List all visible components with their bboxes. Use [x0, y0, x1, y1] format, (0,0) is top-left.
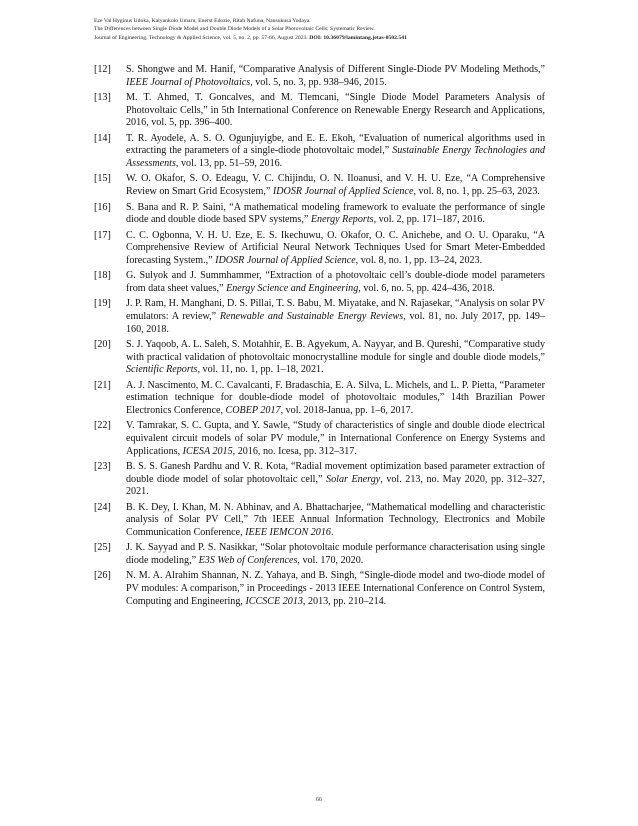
reference-number: [21]: [94, 379, 111, 391]
reference-text-segment: , 2016, no. Icesa, pp. 312–317.: [232, 445, 357, 457]
reference-text-segment: T. R. Ayodele, A. S. O. Ogunjuyigbe, and E. E. Ekoh, “Evaluation of numerical algorithms used in extracting the parameters of a single-diode photovoltaic model,”: [126, 132, 545, 157]
reference-text-segment: A. J. Nascimento, M. C. Cavalcanti, F. Bradaschia, E. A. Silva, L. Michels, and L. P. Pietta, “Parameter estimation technique for double-diode model of photovoltaic modules,” 14th Brazilian Power Electronics Conference,: [126, 379, 545, 416]
reference-number: [12]: [94, 64, 111, 75]
reference-item: [94, 133, 545, 171]
reference-number: [22]: [94, 420, 111, 432]
reference-venue: Energy Reports: [310, 214, 374, 226]
reference-text-segment: B. K. Dey, I. Khan, M. N. Abhinav, and A. Bhattacharjee, “Mathematical modelling and characteristic analysis of Solar PV Cell,” 7th IEEE Annual Information Technology, Electronics and Mobile Communication Conference,: [126, 501, 545, 538]
reference-text-segment: W. O. Okafor, S. O. Edeagu, V. C. Chijindu, O. N. Iloanusi, and V. H. U. Eze, “A Comprehensive Review on Smart Grid Ecosystem,”: [126, 173, 545, 198]
reference-text: [126, 173, 545, 198]
reference-text: [126, 202, 545, 227]
reference-item: [94, 380, 545, 418]
reference-venue: IEEE IEMCON 2016: [245, 526, 331, 538]
reference-number: [14]: [94, 132, 111, 144]
running-header: [94, 17, 554, 42]
reference-number: [26]: [94, 570, 111, 582]
reference-number: [19]: [94, 298, 111, 310]
reference-number: [24]: [94, 501, 111, 513]
reference-text: [126, 542, 545, 567]
reference-text: [126, 570, 545, 608]
reference-text-segment: C. C. Ogbonna, V. H. U. Eze, E. S. Ikechuwu, O. Okafor, O. C. Anichebe, and O. U. Oparaku, “A Comprehensive Review of Artificial Neural Network Techniques Used for Smart Meter-Embedded forecasting System.,”: [126, 229, 545, 266]
reference-text-segment: , vol. 13, pp. 51–59, 2016.: [175, 157, 283, 169]
reference-text-segment: , vol. 8, no. 1, pp. 13–24, 2023.: [355, 254, 483, 266]
reference-text-segment: G. Sulyok and J. Summhammer, “Extraction of a photovoltaic cell’s double-diode model parameters from data sheet values,”: [126, 270, 545, 294]
header-doi: DOI: 10.36079/lamintang.jetas-0502.541: [309, 34, 407, 41]
reference-text: [126, 461, 545, 499]
reference-item: [94, 270, 545, 295]
reference-text: [126, 64, 545, 89]
reference-item: [94, 173, 545, 198]
reference-text-segment: M. T. Ahmed, T. Goncalves, and M. Tlemcani, “Single Diode Model Parameters Analysis of Photovoltaic Cells,” in 5th International Conference on Renewable Energy Research and Applications, 2016, vol. 5, pp. 396–400.: [126, 92, 545, 129]
reference-venue: Sustainable Energy Technologies and Assessments: [126, 145, 546, 169]
reference-item: [94, 64, 545, 89]
reference-venue: IDOSR Journal of Applied Science: [215, 254, 356, 266]
header-authors: Eze Val Hyginus Udoka, Kalyankolo Umaru, Enerst Edozie, Ritah Nafuna, Nansukusa Yudaya.: [94, 18, 311, 24]
reference-venue: Energy Science and Engineering: [226, 282, 359, 294]
reference-item: [94, 461, 545, 499]
reference-text-segment: , vol. 6, no. 5, pp. 424–436, 2018.: [358, 282, 495, 294]
reference-text: [126, 502, 545, 540]
reference-text-segment: B. S. S. Ganesh Pardhu and V. R. Kota, “Radial movement optimization based parameter extraction of double diode model of solar photovoltaic cell,”: [126, 461, 545, 485]
reference-item: [94, 570, 545, 608]
reference-item: [94, 202, 545, 227]
reference-number: [13]: [94, 92, 111, 104]
reference-item: [94, 339, 545, 377]
reference-venue: IEEE Journal of Photovoltaics: [126, 76, 251, 88]
reference-text-segment: S. J. Yaqoob, A. L. Saleh, S. Motahhir, E. B. Agyekum, A. Nayyar, and B. Qureshi, “Comparative study with practical validation of photovoltaic monocrystalline module for single and double diode models,”: [126, 339, 545, 363]
reference-text-segment: V. Tamrakar, S. C. Gupta, and Y. Sawle, “Study of characteristics of single and double diode electrical equivalent circuit models of solar PV module,” in International Conference on Energy Systems and Applications,: [126, 420, 545, 457]
reference-item: [94, 230, 545, 268]
reference-number: [20]: [94, 339, 111, 350]
reference-text-segment: S. Bana and R. P. Saini, “A mathematical modeling framework to evaluate the performance of single diode and double diode based SPV systems,”: [126, 201, 545, 226]
reference-text-segment: , vol. 2, pp. 171–187, 2016.: [373, 214, 485, 226]
reference-text-segment: N. M. A. Alrahim Shannan, N. Z. Yahaya, and B. Singh, “Single-diode model and two-diode model of PV modules: A comparison,” in Proceedings - 2013 IEEE International Conference on Control System, Computing and Engineering,: [126, 570, 545, 607]
reference-venue: Scientific Reports: [126, 364, 198, 376]
reference-text: [126, 298, 545, 336]
reference-text-segment: S. Shongwe and M. Hanif, “Comparative Analysis of Different Single-Diode PV Modeling Methods,”: [126, 64, 545, 75]
reference-text: [126, 230, 545, 268]
reference-number: [23]: [94, 461, 111, 473]
reference-item: [94, 298, 545, 336]
reference-item: [94, 542, 545, 567]
reference-text: [126, 339, 545, 377]
reference-list: [94, 64, 545, 611]
reference-number: [16]: [94, 201, 111, 213]
reference-text-segment: , vol. 11, no. 1, pp. 1–18, 2021.: [197, 364, 324, 376]
reference-item: [94, 420, 545, 458]
reference-text-segment: , vol. 170, 2020.: [297, 554, 364, 566]
header-title: The Differences between Single Diode Model and Double Diode Models of a Solar Photovoltaic Cells: Systematic Review.: [94, 26, 375, 33]
reference-text-segment: J. P. Ram, H. Manghani, D. S. Pillai, T. S. Babu, M. Miyatake, and N. Rajasekar, “Analysis on solar PV emulators: A review,”: [126, 298, 545, 322]
reference-venue: ICCSCE 2013: [245, 595, 303, 607]
reference-text: [126, 133, 545, 171]
reference-number: [17]: [94, 229, 111, 241]
reference-venue: Solar Energy: [326, 473, 381, 485]
reference-venue: Renewable and Sustainable Energy Reviews: [219, 310, 404, 322]
reference-text-segment: , vol. 8, no. 1, pp. 25–63, 2023.: [413, 186, 540, 198]
reference-item: [94, 502, 545, 540]
reference-venue: IDOSR Journal of Applied Science: [272, 186, 414, 198]
header-journal-citation: Journal of Engineering, Technology & Applied Science, vol. 5, no. 2, pp. 57-66, August 2023.: [94, 34, 308, 41]
reference-text: [126, 270, 545, 295]
page-number: 66: [316, 797, 322, 803]
reference-text-segment: , vol. 5, no. 3, pp. 938–946, 2015.: [250, 76, 387, 88]
reference-text-segment: , 2013, pp. 210–214.: [302, 595, 387, 607]
reference-text-segment: , vol. 213, no. May 2020, pp. 312–327, 2021.: [126, 473, 546, 498]
reference-text-segment: , vol. 2018-Janua, pp. 1–6, 2017.: [280, 404, 414, 416]
reference-text-segment: , vol. 81, no. July 2017, pp. 149–160, 2018.: [126, 310, 545, 335]
reference-text: [126, 92, 545, 130]
header-journal: [94, 34, 554, 42]
reference-text: [126, 380, 545, 418]
reference-text-segment: J. K. Sayyad and P. S. Nasikkar, “Solar photovoltaic module performance characterisation using single diode modeling,”: [126, 542, 545, 566]
reference-venue: E3S Web of Conferences: [198, 554, 298, 566]
reference-venue: ICESA 2015: [182, 445, 233, 457]
reference-item: [94, 92, 545, 130]
reference-text: [126, 420, 545, 458]
reference-number: [25]: [94, 542, 111, 554]
reference-venue: COBEP 2017: [225, 404, 281, 416]
reference-number: [18]: [94, 270, 111, 282]
reference-number: [15]: [94, 173, 111, 185]
reference-text-segment: .: [330, 526, 334, 538]
